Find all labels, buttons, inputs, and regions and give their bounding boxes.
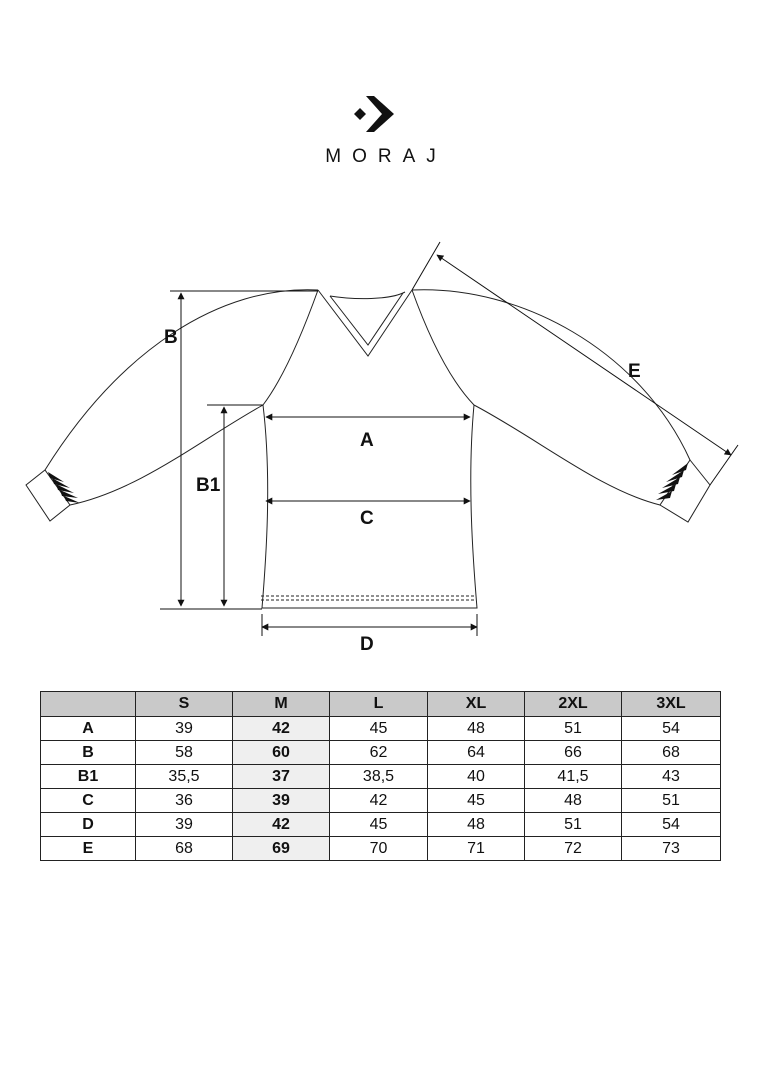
table-row [41, 789, 721, 813]
header-cell-l: L [330, 692, 428, 717]
table-cell: 73 [622, 837, 721, 861]
label-d: D [360, 634, 374, 655]
label-b1: B1 [196, 475, 221, 496]
table-cell: 71 [428, 837, 525, 861]
table-cell: 66 [525, 741, 622, 765]
table-row [41, 813, 721, 837]
table-cell: 48 [428, 813, 525, 837]
table-cell: 51 [622, 789, 721, 813]
header-cell-s: S [136, 692, 233, 717]
table-row [41, 837, 721, 861]
table-cell: 41,5 [525, 765, 622, 789]
table-cell: 39 [136, 813, 233, 837]
label-b: B [164, 327, 178, 348]
label-a: A [360, 430, 374, 451]
dimension-lines [160, 242, 738, 636]
chevron-arrow-logo-icon [352, 92, 396, 136]
table-cell: 45 [330, 813, 428, 837]
table-row [41, 741, 721, 765]
table-cell: 54 [622, 813, 721, 837]
table-cell: 69 [233, 837, 330, 861]
table-cell: 35,5 [136, 765, 233, 789]
table-cell: 70 [330, 837, 428, 861]
label-e: E [628, 361, 641, 382]
size-chart-table [40, 691, 721, 861]
table-row [41, 717, 721, 741]
table-cell: 48 [428, 717, 525, 741]
table-row [41, 765, 721, 789]
table-cell: 48 [525, 789, 622, 813]
table-cell: 39 [233, 789, 330, 813]
table-cell: 45 [330, 717, 428, 741]
row-label: D [41, 813, 136, 837]
row-label: B [41, 741, 136, 765]
table-cell: 62 [330, 741, 428, 765]
table-cell: 42 [233, 717, 330, 741]
table-cell: 54 [622, 717, 721, 741]
table-cell: 42 [233, 813, 330, 837]
row-label: E [41, 837, 136, 861]
table-cell: 72 [525, 837, 622, 861]
garment-diagram [0, 230, 764, 660]
table-cell: 38,5 [330, 765, 428, 789]
row-label: A [41, 717, 136, 741]
table-cell: 51 [525, 813, 622, 837]
row-label: B1 [41, 765, 136, 789]
table-cell: 58 [136, 741, 233, 765]
table-cell: 45 [428, 789, 525, 813]
table-cell: 36 [136, 789, 233, 813]
header-cell-2xl: 2XL [525, 692, 622, 717]
brand-logo [0, 88, 764, 178]
table-header-row [41, 692, 721, 717]
dimension-e-line [437, 255, 731, 455]
table-cell: 51 [525, 717, 622, 741]
header-cell-corner [41, 692, 136, 717]
table-cell: 37 [233, 765, 330, 789]
table-cell: 68 [622, 741, 721, 765]
header-cell-xl: XL [428, 692, 525, 717]
table-cell: 60 [233, 741, 330, 765]
table-cell: 40 [428, 765, 525, 789]
row-label: C [41, 789, 136, 813]
table-cell: 43 [622, 765, 721, 789]
table-cell: 68 [136, 837, 233, 861]
table-cell: 42 [330, 789, 428, 813]
label-c: C [360, 508, 374, 529]
table-cell: 39 [136, 717, 233, 741]
header-cell-3xl: 3XL [622, 692, 721, 717]
header-cell-m: M [233, 692, 330, 717]
brand-name: MORAJ [325, 146, 447, 167]
cuff-gathers [48, 463, 688, 503]
table-cell: 64 [428, 741, 525, 765]
